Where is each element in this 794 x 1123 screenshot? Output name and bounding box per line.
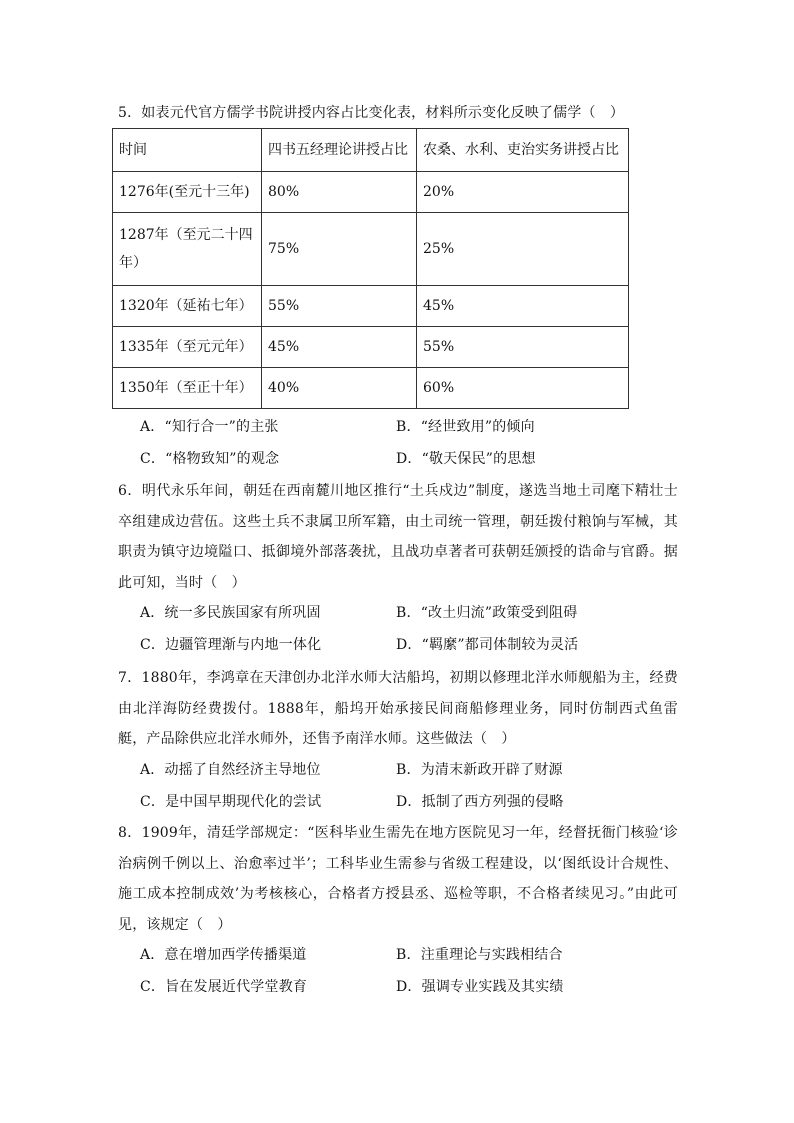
table-header-time: 时间 <box>113 129 262 172</box>
table-cell-time: 1287年（至元二十四年） <box>113 213 262 286</box>
table-cell-classics: 80% <box>262 172 417 213</box>
table-cell-practical: 60% <box>417 368 629 409</box>
question-5-table <box>112 128 629 409</box>
question-8 <box>118 818 678 1004</box>
table-cell-time: 1335年（至元元年） <box>113 327 262 368</box>
option-a[interactable]: A．动摇了自然经济主导地位 <box>140 761 321 778</box>
option-d[interactable]: D．“羁縻”都司体制较为灵活 <box>396 637 579 653</box>
table-row <box>113 172 629 213</box>
question-7-stem: 7．1880年，李鸿章在天津创办北洋水师大沽船坞，初期以修理北洋水师舰船为主，经费由北洋海防经费拨付。1888年，船坞开始承接民间商船修理业务，同时仿制西式鱼雷艇，产品除供应北洋水师外，还售予南洋水师。这些做法（ ） <box>118 670 678 747</box>
question-7 <box>118 663 678 819</box>
table-row <box>113 213 629 286</box>
question-8-stem: 8．1909年，清廷学部规定：“医科毕业生需先在地方医院见习一年，经督抚衙门核验‘诊治病例千例以上、治愈率过半’；工科毕业生需参与省级工程建设，以‘图纸设计合规性、施工成本控制成效’为考核核心，合格者方授县丞、巡检等职，不合格者续见习。”由此可见，该规定（ ） <box>118 825 678 933</box>
option-b[interactable]: B．“经世致用”的倾向 <box>396 419 535 435</box>
table-row <box>113 327 629 368</box>
option-b[interactable]: B．“改土归流”政策受到阻碍 <box>396 605 578 621</box>
option-a[interactable]: A．意在增加西学传播渠道 <box>140 947 307 963</box>
table-cell-practical: 55% <box>417 327 629 368</box>
option-d[interactable]: D．抵制了西方列强的侵略 <box>396 793 564 810</box>
table-header-practical: 农桑、水利、吏治实务讲授占比 <box>417 129 629 172</box>
option-c[interactable]: C．“格物致知”的观念 <box>140 451 280 467</box>
question-5-stem: 5．如表元代官方儒学书院讲授内容占比变化表，材料所示变化反映了儒学（ ） <box>118 105 625 121</box>
option-a[interactable]: A．统一多民族国家有所巩固 <box>140 605 321 621</box>
option-d[interactable]: D．强调专业实践及其实绩 <box>396 979 564 995</box>
question-6 <box>118 476 678 662</box>
table-header-classics: 四书五经理论讲授占比 <box>262 129 417 172</box>
question-5 <box>118 98 678 129</box>
table-header-row <box>113 129 629 172</box>
option-b[interactable]: B．为清末新政开辟了财源 <box>396 761 563 778</box>
table-cell-classics: 40% <box>262 368 417 409</box>
option-b[interactable]: B．注重理论与实践相结合 <box>396 947 563 963</box>
question-6-stem: 6．明代永乐年间，朝廷在西南麓川地区推行“土兵戍边”制度，遂选当地土司麾下精壮士卒组建成边营伍。这些土兵不隶属卫所军籍，由土司统一管理，朝廷拨付粮饷与军械，其职责为镇守边境隘口、抵御境外部落袭扰，且战功卓著者可获朝廷颁授的诰命与官爵。据此可知，当时（ ） <box>118 483 678 591</box>
option-c[interactable]: C．边疆管理渐与内地一体化 <box>140 637 322 653</box>
option-c[interactable]: C．是中国早期现代化的尝试 <box>140 793 322 810</box>
table-cell-time: 1276年(至元十三年) <box>113 172 262 213</box>
table-cell-classics: 75% <box>262 213 417 286</box>
table-row <box>113 286 629 327</box>
table-row <box>113 368 629 409</box>
table-cell-practical: 20% <box>417 172 629 213</box>
table-cell-classics: 45% <box>262 327 417 368</box>
question-5-options <box>118 412 678 476</box>
table-cell-time: 1350年（至正十年） <box>113 368 262 409</box>
option-d[interactable]: D．“敬天保民”的思想 <box>396 451 536 467</box>
table-cell-time: 1320年（延祐七年） <box>113 286 262 327</box>
table-cell-practical: 45% <box>417 286 629 327</box>
table-cell-practical: 25% <box>417 213 629 286</box>
option-c[interactable]: C．旨在发展近代学堂教育 <box>140 979 308 995</box>
option-a[interactable]: A．“知行合一”的主张 <box>140 419 279 435</box>
table-cell-classics: 55% <box>262 286 417 327</box>
